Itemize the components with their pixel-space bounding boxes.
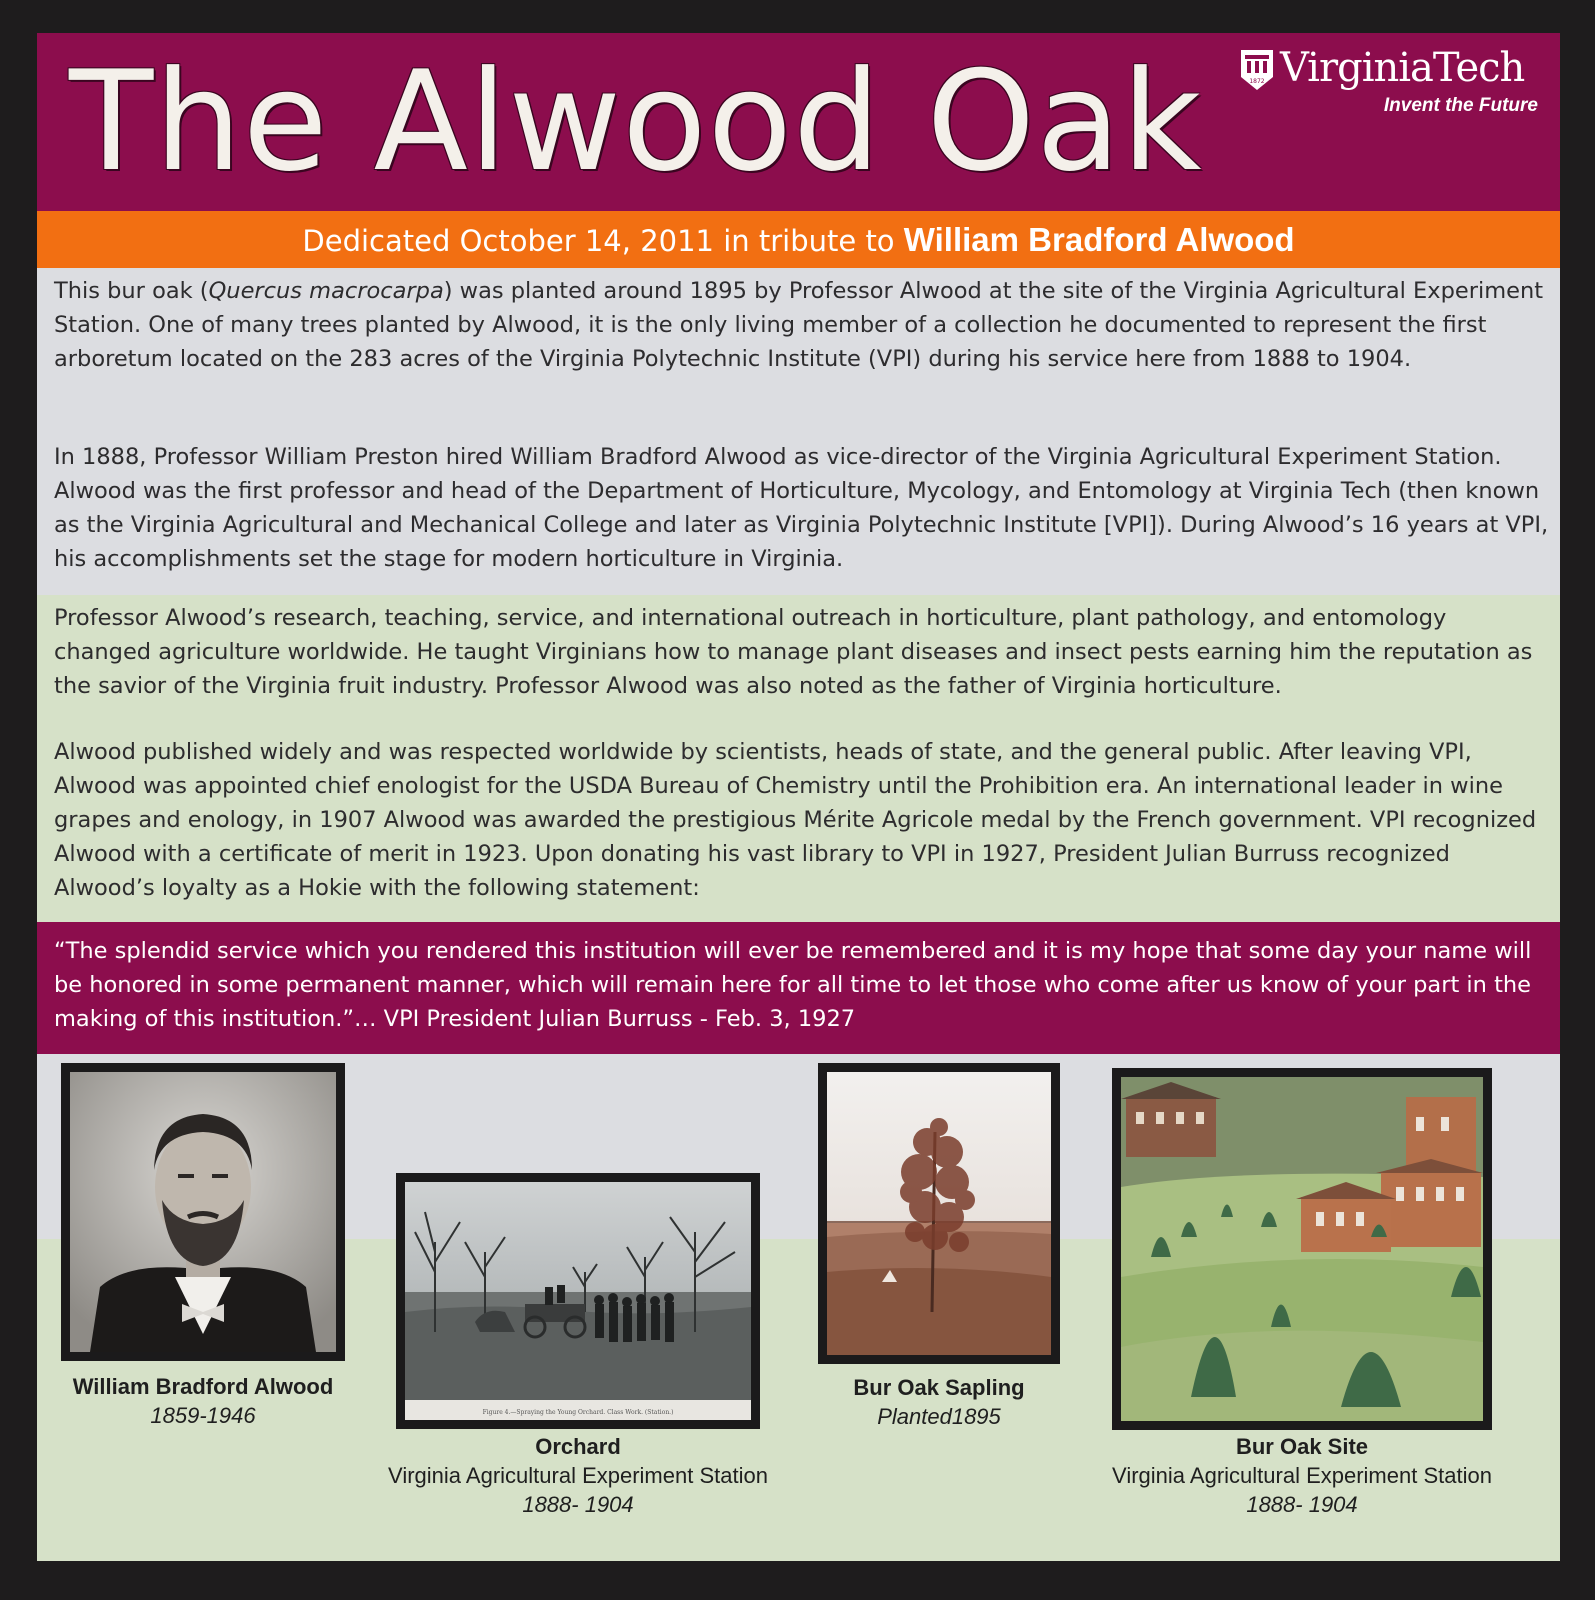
dedication-banner: [37, 211, 1560, 268]
dedication-text: [302, 221, 1295, 258]
paragraph-bur-oak: This bur oak (Quercus macrocarpa) was planted around 1895 by Professor Alwood at the site of the Virginia Agricultural Experiment Station. One of many trees planted by Alwood, it is the only living member of a collection he documented to represent the first arboretum located on the 283 acres of the Virginia Polytechnic Institute (VPI) during his service here from 1888 to 1904.: [54, 278, 1544, 372]
legacy-section: [37, 595, 1560, 922]
caption-orchard: Orchard Virginia Agricultural Experiment Station 1888- 1904: [388, 1434, 768, 1517]
caption-alwood-portrait: William Bradford Alwood 1859-1946: [72, 1374, 334, 1428]
quote-section: [37, 922, 1560, 1054]
sign-panel: [37, 33, 1560, 1561]
dedication-honoree: William Bradford Alwood: [903, 221, 1295, 258]
photo-alwood-portrait: [61, 1063, 345, 1361]
logo-tagline: Invent the Future: [1383, 95, 1538, 116]
svg-text:1872: 1872: [1249, 78, 1265, 85]
page-title: The Alwood Oak: [69, 41, 1203, 202]
photo-orchard: [396, 1173, 760, 1429]
dedication-prefix: Dedicated October 14, 2011 in tribute to: [302, 224, 895, 258]
species-name: Quercus macrocarpa: [208, 278, 444, 304]
paragraph-research: Professor Alwood’s research, teaching, service, and international outreach in horticulture, plant pathology, and entomology changed agriculture worldwide. He taught Virginians how to manage plant diseases and insect pests earning him the reputation as the savior of the Virginia fruit industry. Professor Alwood was also noted as the father of Virginia horticulture.: [54, 605, 1533, 699]
caption-bur-oak-site: Bur Oak Site Virginia Agricultural Experiment Station 1888- 1904: [1112, 1434, 1492, 1517]
burruss-quote: “The splendid service which you rendered this institution will ever be remembered and it is my hope that some day your name will be honored in some permanent manner, which will remain here for all time to let those who come after us know of your part in the making of this institution.”… VPI President Julian Burruss - Feb. 3, 1927: [54, 938, 1532, 1032]
paragraph-publications: Alwood published widely and was respected worldwide by scientists, heads of state, and the general public. After leaving VPI, Alwood was appointed chief enologist for the USDA Bureau of Chemistry until the Prohibition era. An international leader in wine grapes and enology, in 1907 Alwood was awarded the prestigious Mérite Agricole medal by the French government. VPI recognized Alwood with a certificate of merit in 1923. Upon donating his vast library to VPI in 1927, President Julian Burruss recognized Alwood’s loyalty as a Hokie with the following statement:: [54, 739, 1537, 901]
logo-wordmark: VirginiaTech: [1280, 45, 1525, 91]
paragraph-alwood-hire: In 1888, Professor William Preston hired William Bradford Alwood as vice-director of the Virginia Agricultural Experiment Station. Alwood was the first professor and head of the Department of Horticulture, Mycology, and Entomology at Virginia Tech (then known as the Virginia Agricultural and Mechanical College and later as Virginia Polytechnic Institute [VPI]). During Alwood’s 16 years at VPI, his accomplishments set the stage for modern horticulture in Virginia.: [54, 444, 1549, 572]
orchard-inner-caption: Figure 4.—Spraying the Young Orchard. Class Work. (Station.): [482, 1409, 674, 1416]
caption-bur-oak-sapling: Bur Oak Sapling Planted1895: [853, 1375, 1025, 1429]
history-section: [37, 268, 1560, 595]
title-banner: [37, 33, 1560, 211]
virginia-tech-logo: [1238, 47, 1538, 127]
photo-bur-oak-site: [1112, 1068, 1492, 1430]
vt-shield-icon: [1240, 49, 1274, 91]
photo-bur-oak-sapling: [818, 1063, 1060, 1364]
